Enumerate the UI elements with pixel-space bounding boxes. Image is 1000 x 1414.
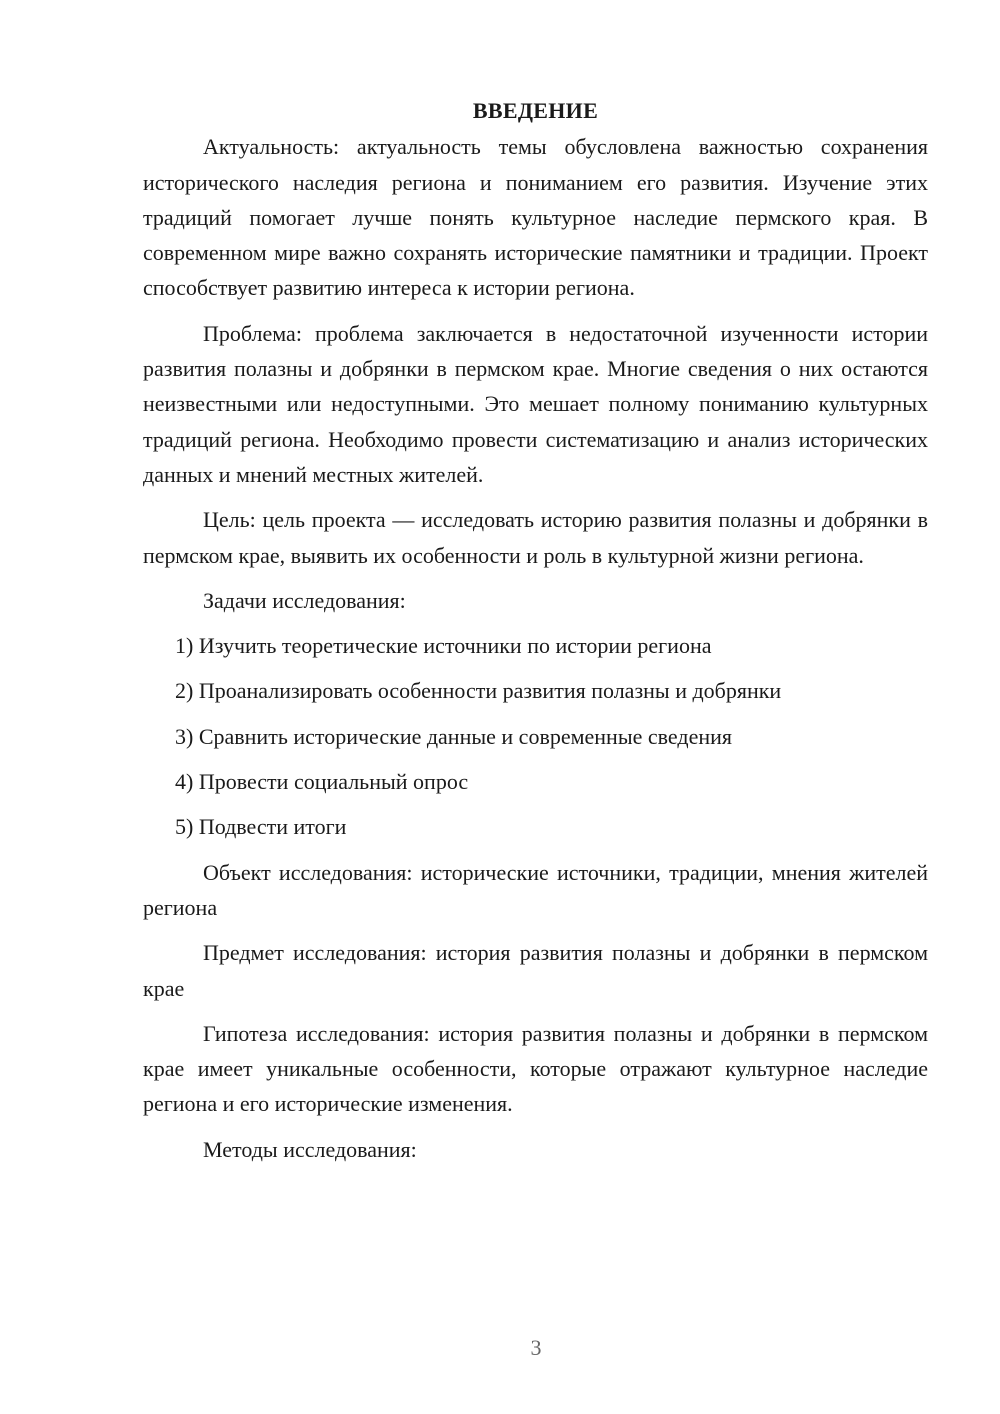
task-item: 5) Подвести итоги (175, 814, 347, 840)
subject-paragraph: Предмет исследования: история развития полазны и добрянки в пермском крае (143, 940, 928, 1001)
goal-paragraph: Цель: цель проекта — исследовать историю развития полазны и добрянки в пермском крае, выявить их особенности и роль в культурной жизни региона. (143, 507, 928, 568)
object-paragraph: Объект исследования: исторические источники, традиции, мнения жителей региона (143, 859, 928, 920)
tasks-title: Задачи исследования: (203, 587, 406, 613)
methods-title: Методы исследования: (203, 1136, 417, 1162)
tasks-list (143, 628, 928, 844)
hypothesis-paragraph: Гипотеза исследования: история развития полазны и добрянки в пермском крае имеет уникальные особенности, которые отражают культурное наследие региона и его исторические изменения. (143, 1020, 928, 1117)
task-item: 2) Проанализировать особенности развития полазны и добрянки (175, 678, 782, 704)
page-content (143, 93, 928, 1177)
task-item: 3) Сравнить исторические данные и современные сведения (175, 723, 732, 749)
relevance-paragraph: Актуальность: актуальность темы обусловлена важностью сохранения исторического наследия региона и пониманием его развития. Изучение этих традиций помогает лучше понять культурное наследие пермского края. В современном мире важно сохранять исторические памятники и традиции. Проект способствует развитию интереса к истории региона. (143, 134, 928, 301)
task-item: 1) Изучить теоретические источники по истории региона (175, 633, 712, 659)
section-heading: ВВЕДЕНИЕ (472, 98, 599, 123)
task-item: 4) Провести социальный опрос (175, 769, 469, 795)
page-number: 3 (530, 1335, 542, 1360)
problem-paragraph: Проблема: проблема заключается в недостаточной изученности истории развития полазны и добрянки в пермском крае. Многие сведения о них остаются неизвестными или недоступными. Это мешает полному пониманию культурных традиций региона. Необходимо провести систематизацию и анализ исторических данных и мнений местных жителей. (143, 320, 928, 487)
